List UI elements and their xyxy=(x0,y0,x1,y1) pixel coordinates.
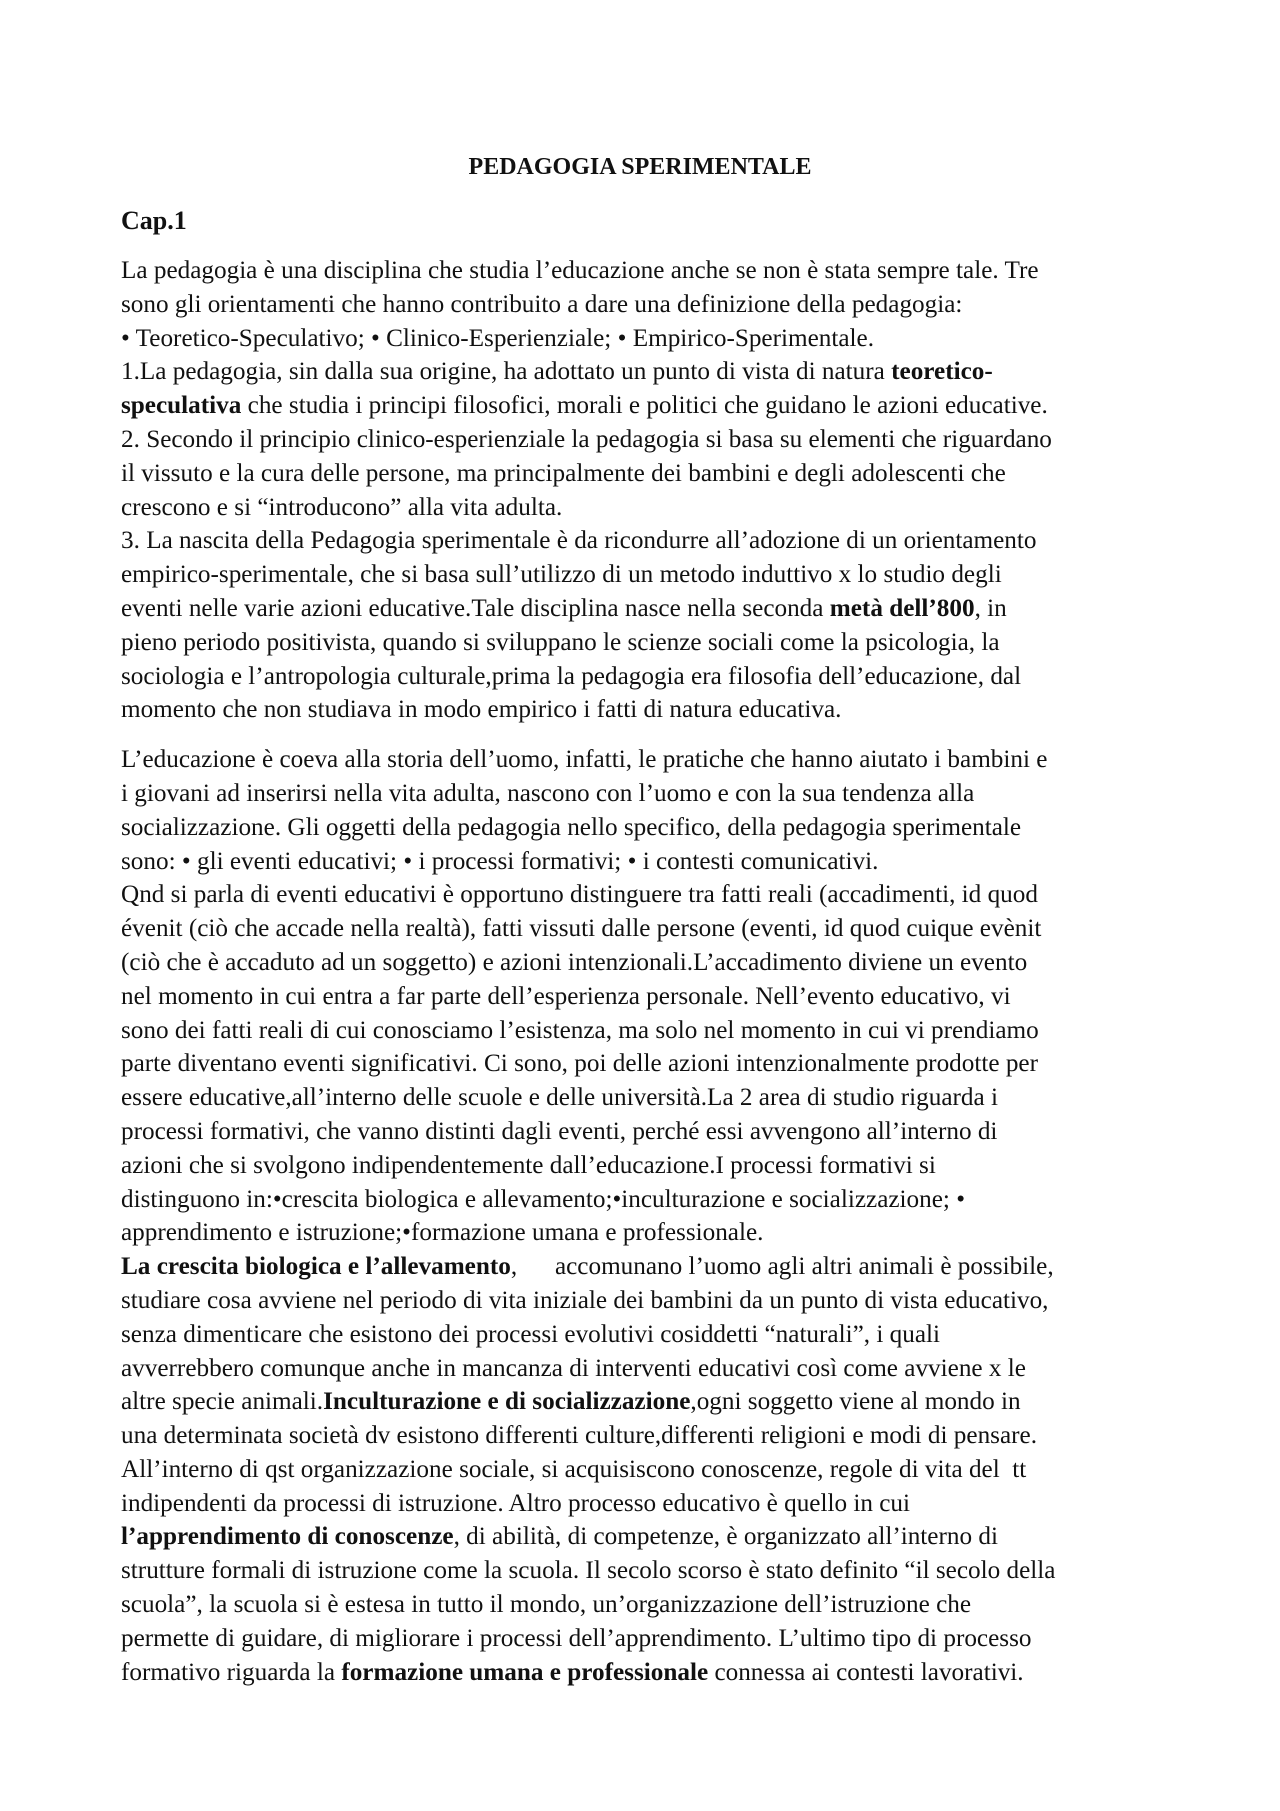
text-line: La crescita biologica e l’allevamento, accomunano l’uomo agli altri animali è possibile, xyxy=(121,1253,1054,1281)
text-line: processi formativi, che vanno distinti dagli eventi, perché essi avvengono all’interno di xyxy=(121,1117,998,1145)
text-line: formativo riguarda la formazione umana e professionale connessa ai contesti lavorativi. xyxy=(121,1658,1024,1686)
text-line: 2. Secondo il principio clinico-esperienziale la pedagogia si basa su elementi che riguardano xyxy=(121,425,1052,453)
text-line: L’educazione è coeva alla storia dell’uomo, infatti, le pratiche che hanno aiutato i bambini e xyxy=(121,746,1048,774)
text-line: azioni che si svolgono indipendentemente dall’educazione.I processi formativi si xyxy=(121,1151,936,1179)
text-line: 3. La nascita della Pedagogia sperimentale è da ricondurre all’adozione di un orientamento xyxy=(121,527,1037,555)
text-line: momento che non studiava in modo empirico i fatti di natura educativa. xyxy=(121,696,842,724)
text-line: permette di guidare, di migliorare i processi dell’apprendimento. L’ultimo tipo di processo xyxy=(121,1624,1032,1652)
bold-term: La crescita biologica e l’allevamento xyxy=(121,1253,511,1281)
text-line: La pedagogia è una disciplina che studia l’educazione anche se non è stata sempre tale. Tre xyxy=(121,257,1039,284)
text-line: una determinata società dv esistono differenti culture,differenti religioni e modi di pensare. xyxy=(121,1422,1038,1450)
text-line: indipendenti da processi di istruzione. Altro processo educativo è quello in cui xyxy=(121,1489,911,1517)
text-line: altre specie animali.Inculturazione e di socializzazione,ogni soggetto viene al mondo in xyxy=(121,1388,1021,1416)
bold-term: l’apprendimento di conoscenze xyxy=(121,1523,454,1551)
text-line: sono: • gli eventi educativi; • i processi formativi; • i contesti comunicativi. xyxy=(121,847,879,875)
text-line: studiare cosa avviene nel periodo di vita iniziale dei bambini da un punto di vista educativo, xyxy=(121,1286,1049,1314)
text-line: avverrebbero comunque anche in mancanza di interventi educativi così come avviene x le xyxy=(121,1354,1026,1382)
text-line: All’interno di qst organizzazione sociale, si acquisiscono conoscenze, regole di vita del tt xyxy=(121,1455,1027,1483)
text-line: essere educative,all’interno delle scuole e delle università.La 2 area di studio riguarda i xyxy=(121,1084,998,1112)
text-line: nel momento in cui entra a far parte dell’esperienza personale. Nell’evento educativo, vi xyxy=(121,982,1011,1010)
bold-term: speculativa xyxy=(121,392,242,420)
document-body xyxy=(121,254,1171,1689)
text-line: il vissuto e la cura delle persone, ma principalmente dei bambini e degli adolescenti che xyxy=(121,459,1006,487)
paragraph-gap xyxy=(121,727,1171,743)
text-line: pieno periodo positivista, quando si sviluppano le scienze sociali come la psicologia, la xyxy=(121,628,1000,656)
text-line: évenit (ciò che accade nella realtà), fatti vissuti dalle persone (eventi, id quod cuique evènit xyxy=(121,915,1042,943)
bold-term: metà dell’800 xyxy=(829,594,975,622)
text-line: l’apprendimento di conoscenze, di abilità, di competenze, è organizzato all’interno di xyxy=(121,1523,998,1551)
text-line: senza dimenticare che esistono dei processi evolutivi cosiddetti “naturali”, i quali xyxy=(121,1320,941,1348)
text-line: (ciò che è accaduto ad un soggetto) e azioni intenzionali.L’accadimento diviene un evento xyxy=(121,948,1028,976)
text-line: • Teoretico-Speculativo; • Clinico-Esperienziale; • Empirico-Sperimentale. xyxy=(121,324,875,352)
text-line: crescono e si “introducono” alla vita adulta. xyxy=(121,493,563,521)
text-line: socializzazione. Gli oggetti della pedagogia nello specifico, della pedagogia sperimentale xyxy=(121,813,1022,841)
text-line: parte diventano eventi significativi. Ci sono, poi delle azioni intenzionalmente prodotte per xyxy=(121,1050,1038,1078)
bold-term: formazione umana e professionale xyxy=(341,1658,709,1686)
page-title: PEDAGOGIA SPERIMENTALE xyxy=(468,154,812,180)
text-line: scuola”, la scuola si è estesa in tutto il mondo, un’organizzazione dell’istruzione che xyxy=(121,1591,972,1619)
chapter-heading: Cap.1 xyxy=(121,206,187,235)
text-line: sociologia e l’antropologia culturale,prima la pedagogia era filosofia dell’educazione, dal xyxy=(121,662,1022,690)
text-line: sono gli orientamenti che hanno contribuito a dare una definizione della pedagogia: xyxy=(121,290,963,318)
text-line: i giovani ad inserirsi nella vita adulta, nascono con l’uomo e con la sua tendenza alla xyxy=(121,779,975,807)
text-line: speculativa che studia i principi filosofici, morali e politici che guidano le azioni educative. xyxy=(121,392,1048,420)
text-line: sono dei fatti reali di cui conosciamo l’esistenza, ma solo nel momento in cui vi prendiamo xyxy=(121,1016,1039,1044)
text-line: 1.La pedagogia, sin dalla sua origine, ha adottato un punto di vista di natura teoretico- xyxy=(121,358,993,386)
text-line: eventi nelle varie azioni educative.Tale disciplina nasce nella seconda metà dell’800, in xyxy=(121,594,1007,622)
bold-term: teoretico- xyxy=(891,358,993,386)
text-line: empirico-sperimentale, che si basa sull’utilizzo di un metodo induttivo x lo studio degli xyxy=(121,561,1002,589)
text-line: distinguono in:•crescita biologica e allevamento;•inculturazione e socializzazione; • xyxy=(121,1185,966,1213)
text-line: apprendimento e istruzione;•formazione umana e professionale. xyxy=(121,1219,764,1247)
bold-term: Inculturazione e di socializzazione xyxy=(323,1388,691,1416)
text-line: Qnd si parla di eventi educativi è opportuno distinguere tra fatti reali (accadimenti, id quod xyxy=(121,881,1038,909)
text-line: strutture formali di istruzione come la scuola. Il secolo scorso è stato definito “il secolo della xyxy=(121,1557,1056,1585)
